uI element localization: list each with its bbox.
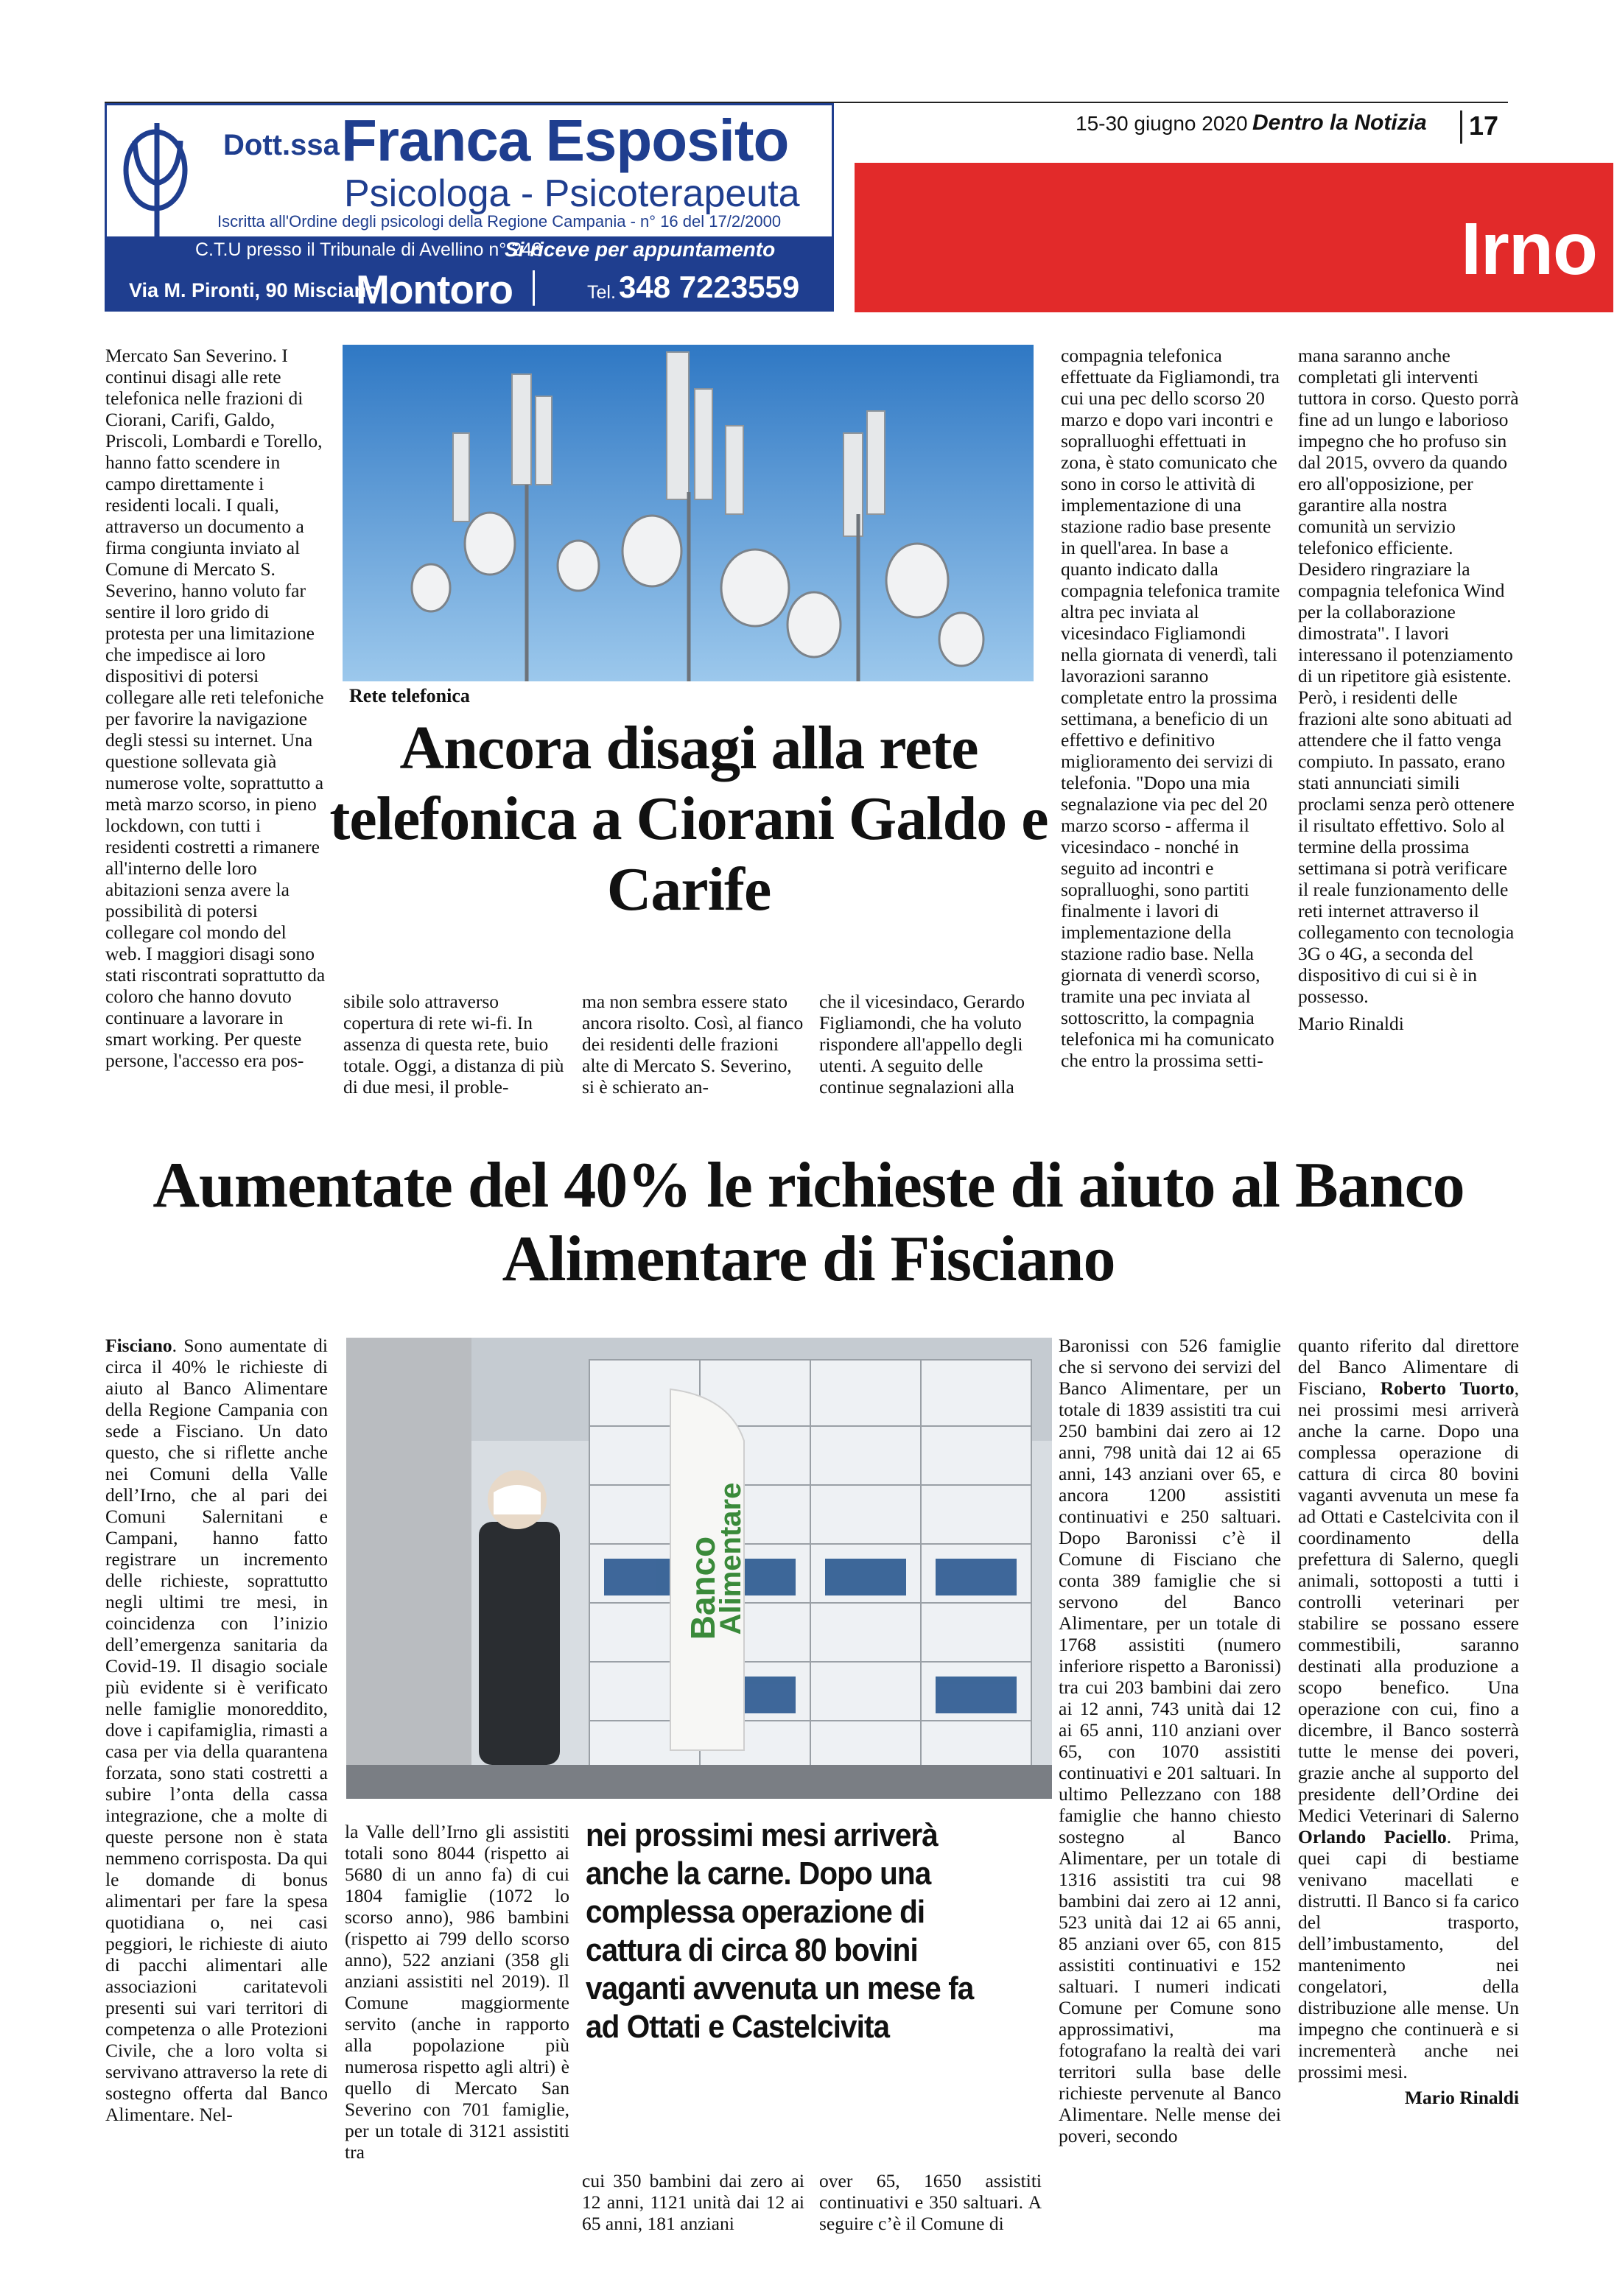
header-rule — [105, 102, 1508, 103]
warehouse-illustration — [346, 1338, 1052, 1799]
ad-tel: 348 7223559 — [619, 270, 800, 304]
article1-col6-text: mana saranno anche completati gli interventi tuttora in corso. Questo porrà fine ad un lungo e laborioso impegno che ho profuso sin dal 2015, ovvero da quando ero all'opposizione, per garantire alla nostra comunità un servizio telefonico efficiente. Desidero ringraziare la compagnia telefonica Wind per la collaborazione dimostrata". I lavori interessano il potenziamento di un ripetitore già esistente. Però, i residenti delle frazioni alte sono abituati ad attendere che il fatto venga compiuto. In passato, erano stati annunciati simili proclami senza però ottenere il risultato effettivo. Solo al termine della prossima settimana si potrà verificare il reale funzionamento delle reti internet attraverso il collegamento con tecnologia 3G o 4G, a seconda del dispositivo di cui si è in possesso. — [1298, 345, 1519, 1007]
banner-text-banco: Banco — [684, 1536, 722, 1640]
banco-alimentare-photo — [346, 1338, 1052, 1799]
ad-ctu: C.T.U presso il Tribunale di Avellino n° 248 — [195, 239, 542, 260]
article2-col2-text: la Valle dell’Irno gli assistiti totali sono 8044 (rispetto ai 5680 di un anno fa) di cui 1804 famiglie (1072 lo scorso anno), 986 bambini (rispetto ai 799 dello scorso anno), 522 anziani (358 gli anziani assistiti nel 2019). Il Comune maggiormente servito (anche in rapporto alla popolazione più numerosa rispetto agli altri) è quello di Mercato San Severino con 701 famiglie, per un totale di 3121 assistiti tra — [345, 1821, 569, 2163]
issue-date: 15-30 giugno 2020 — [1076, 112, 1248, 135]
article2-col1-text: . Sono aumentate di circa il 40% le richieste di aiuto al Banco Alimentare della Regione Campania con sede a Fisciano. Un dato questo, che si riflette anche nei Comuni della Valle dell’Irno, che al pari dei Comuni Salernitani e Campani, hanno fatto registrare un incremento delle richieste, soprattutto negli ultimi tre mesi, in coincidenza con l’inizio dell’emergenza sanitaria da Covid-19. Il disagio sociale più evidente si è verificato nelle famiglie monoreddito, dove i capifamiglia, rimasti a casa per via della quarantena forzata, sono stati costretti a subire l’onta della cassa integrazione, che a molte di queste persone non è stata nemmeno corrisposta. Da qui le domande di bonus alimentari per fare la spesa quotidiana o, nei casi peggiori, le richieste di aiuto di pacchi alimentari alle associazioni caritatevoli presenti sui vari territori di competenza o alle Protezioni Civile, che a loro volta si servivano attraverso la rete di sostegno offerta dal Banco Alimentare. Nel- — [105, 1335, 328, 2125]
article1-kicker: Rete telefonica — [349, 685, 470, 706]
article1-column-3 — [582, 991, 807, 1098]
ad-address: Via M. Pironti, 90 Misciano — [129, 279, 379, 301]
article1-column-2 — [343, 991, 564, 1098]
article2-col6-text-c: . Prima, quei capi di bestiame venivano macellati e distrutti. Il Banco si fa carico del trasporto, dell’imbustamento, del mantenimento nei congelatori, della distribuzione alle mense. Un impegno che continuerà e si incrementerà anche nei prossimi mesi. — [1298, 1826, 1519, 2082]
article2-column-6 — [1298, 1335, 1519, 2108]
article1-column-5 — [1061, 345, 1282, 1071]
ad-separator — [533, 270, 535, 306]
ad-tel-label: Tel. — [587, 282, 616, 303]
article1-column-6 — [1298, 345, 1519, 1034]
ad-contact-band — [107, 266, 832, 310]
article2-column-1 — [105, 1335, 328, 2125]
article2-pullquote: nei prossimi mesi arriverà anche la carne. Dopo una complessa operazione di cattura di circa 80 bovini vaganti avvenuta un mese fa ad Ottati e Castelcivita — [586, 1817, 974, 2045]
article2-col3-text: cui 350 bambini dai zero ai 12 anni, 1121 unità dai 12 ai 65 anni, 181 anziani — [582, 2170, 804, 2234]
article2-col6-text-b: , nei prossimi mesi arriverà anche la carne. Dopo una complessa operazione di cattura di circa 80 bovini vaganti avvenuta un mese fa ad Ottati e Castelcivita con il coordinamento della prefettura di Salerno, quegli animali, sottoposti a tutti i controlli veterinari per stabilire se possano essere commestibili, saranno destinati alla produzione a scopo benefico. Una operazione con cui, fino a dicembre, il Banco sosterrà tutte le mense dei poveri, grazie anche al supporto del presidente dell’Ordine dei Medici Veterinari di Salerno — [1298, 1377, 1519, 1826]
article2-column-2 — [345, 1821, 569, 2163]
banner-text-alimentare: Alimentare — [715, 1482, 747, 1635]
article1-author: Mario Rinaldi — [1298, 1013, 1404, 1034]
article2-column-3 — [582, 2170, 804, 2234]
ad-registration: Iscritta all'Ordine degli psicologi della Regione Campania - n° 16 del 17/2/2000 — [217, 212, 782, 231]
section-banner — [855, 163, 1613, 312]
ad-appointment: Si riceve per appuntamento — [505, 238, 776, 261]
article2-headline: Aumentate del 40% le richieste di aiuto al Banco Alimentare di Fisciano — [152, 1150, 1465, 1295]
article2-col1-paragraph — [105, 1335, 328, 2125]
article2-director-name: Roberto Tuorto — [1380, 1377, 1515, 1399]
article2-col6-text-a: quanto riferito dal direttore del Banco Alimentare di Fisciano, — [1298, 1335, 1519, 1399]
page-number: 17 — [1469, 110, 1499, 141]
telecom-towers-illustration — [343, 345, 1034, 681]
article1-column-4 — [819, 991, 1040, 1098]
psi-logo-icon — [122, 119, 203, 251]
article2-col4-text: over 65, 1650 assistiti continuativi e 350 saltuari. A seguire c’è il Comune di — [819, 2170, 1042, 2234]
telecom-towers-photo — [343, 345, 1034, 681]
article1-col1-text: Mercato San Severino. I continui disagi alle rete telefonica nelle frazioni di Ciorani, Carifi, Galdo, Priscoli, Lombardi e Torello, hanno fatto scendere in campo direttamente i residenti locali. I quali, attraverso un documento a firma congiunta inviato al Comune di Mercato S. Severino, hanno voluto far sentire il loro grido di protesta per una limitazione che impedisce ai loro dispositivi di potersi collegare alle reti telefoniche per favorire la navigazione degli stessi su internet. Una questione sollevata già numerose volte, soprattutto a metà marzo scorso, in pieno lockdown, con tutti i residenti costretti a rimanere all'interno delle loro abitazioni senza avere la possibilità di potersi collegare col mondo del web. I maggiori disagi sono stati riscontrati soprattutto da coloro che hanno dovuto continuare a lavorare in smart working. Per queste persone, l'accesso era pos- — [105, 345, 326, 1071]
article1-col5-text: compagnia telefonica effettuate da Figliamondi, tra cui una pec dello scorso 20 marzo e dopo vari incontri e sopralluoghi effettuati in zona, è stato comunicato che sono in corso le attività di implementazione di una stazione radio base presente in quell'area. In base a quanto indicato dalla compagnia telefonica tramite altra pec inviata al vicesindaco Figliamondi nella giornata di venerdì, tali lavorazioni saranno completate entro la prossima settimana, a beneficio di un effettivo e definitivo miglioramento dei servizi di telefonia. "Dopo una mia segnalazione via pec del 20 marzo scorso - afferma il vicesindaco - nonché in seguito ad incontri e sopralluoghi, sono partiti finalmente i lavori di implementazione della stazione radio base. Nella giornata di venerdì scorso, tramite una pec inviata al sottoscritto, la compagnia telefonica mi ha comunicato che entro la prossima setti- — [1061, 345, 1280, 1071]
newspaper-name: Dentro la Notizia — [1252, 110, 1427, 135]
ad-title-prefix: Dott.ssa — [223, 129, 340, 161]
header-divider — [1460, 110, 1462, 144]
ad-profession: Psicologa - Psicoterapeuta — [344, 172, 800, 215]
article1-col3-text: ma non sembra essere stato ancora risolto. Così, al fianco dei residenti delle frazioni alte di Mercato S. Severino, si è schierato an- — [582, 991, 804, 1098]
ad-name: Franca Esposito — [341, 108, 789, 173]
section-title: Irno — [1461, 208, 1597, 290]
article1-col4-text: che il vicesindaco, Gerardo Figliamondi, che ha voluto rispondere all'appello degli utenti. A seguito delle continue segnalazioni alla — [819, 991, 1025, 1098]
ad-city: Montoro — [356, 267, 513, 312]
article2-col6-paragraph — [1298, 1335, 1519, 2082]
article2-column-5 — [1059, 1335, 1281, 2146]
article2-col5-text: Baronissi con 526 famiglie che si servono dei servizi del Banco Alimentare, per un totale di 1839 assistiti tra cui 250 bambini dai zero ai 12 anni, 798 unità dai 12 ai 65 anni, 143 anziani over 65, e ancora 1200 assistiti continuativi e 250 saltuari. Dopo Baronissi c’è il Comune di Fisciano che conta 389 famiglie che si servono del Banco Alimentare, per un totale di 1768 assistiti (numero inferiore rispetto a Baronissi) tra cui 203 bambini dai zero ai 12 anni, 743 unità dai 12 ai 65 anni, 110 anziani over 65, con 1070 assistiti continuativi e 201 saltuari. In ultimo Pellezzano con 188 famiglie che hanno chiesto sostegno al Banco Alimentare, per un totale di 1316 assistiti tra cui 98 bambini dai zero ai 12 anni, 523 unità dai 12 ai 65 anni, 85 anziani over 65, con 815 assistiti continuativi e 152 saltuari. I numeri indicati Comune per Comune sono approssimativi, ma fotografano la realtà dei vari territori sulla base delle richieste pervenute al Banco Alimentare. Nelle mense dei poveri, secondo — [1059, 1335, 1281, 2146]
article1-column-1 — [105, 345, 326, 1071]
article2-author: Mario Rinaldi — [1404, 2087, 1519, 2108]
advertisement-box — [105, 103, 834, 312]
article2-dateline: Fisciano — [105, 1335, 172, 1356]
ad-info-band — [107, 236, 832, 266]
article1-col2-text: sibile solo attraverso copertura di rete wi-fi. In assenza di questa rete, buio totale. Oggi, a distanza di più di due mesi, il proble- — [343, 991, 564, 1098]
article2-column-4 — [819, 2170, 1042, 2234]
article2-president-name: Orlando Paciello — [1298, 1826, 1447, 1847]
article1-headline: Ancora disagi alla rete telefonica a Ciorani Galdo e Carife — [329, 714, 1048, 924]
